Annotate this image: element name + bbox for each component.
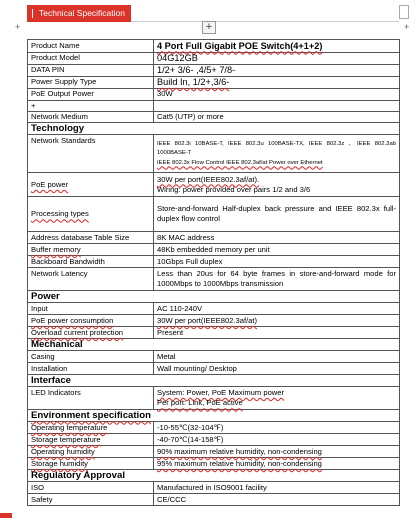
table-row <box>28 446 400 458</box>
table-row <box>28 375 400 387</box>
backboard-bandwidth-value: 10Gbps Full duplex <box>154 256 400 268</box>
poe-output-power-value: 30W <box>154 89 400 101</box>
row-label: Product Model <box>28 53 154 65</box>
table-row <box>28 291 400 303</box>
row-label: Input <box>28 303 154 315</box>
row-label: Storage humidity <box>28 458 154 470</box>
table-row <box>28 315 400 327</box>
section-header-power: Power <box>28 291 400 303</box>
table-row <box>28 351 400 363</box>
network-medium-value: Cat5 (UTP) or more <box>154 112 400 123</box>
table-row <box>28 89 400 101</box>
bottom-marker-icon <box>0 513 12 518</box>
table-row <box>28 470 400 482</box>
table-row <box>28 112 400 123</box>
product-model-value: 04G12GB <box>154 53 400 65</box>
table-row <box>28 77 400 89</box>
section-header-technology: Technology <box>28 123 400 135</box>
operating-humidity-value: 90% maximum relative humidity, non-condensing <box>154 446 400 458</box>
table-row <box>28 232 400 244</box>
row-label: Storage temperature <box>28 434 154 446</box>
led-indicators-line: Per port: Link, PoE active <box>157 398 243 408</box>
table-row <box>28 303 400 315</box>
table-row <box>28 244 400 256</box>
storage-temperature-value: -40-70℃(14-158℉) <box>154 434 400 446</box>
iso-value: Manufactured in ISO9001 facility <box>154 482 400 494</box>
table-row <box>28 494 400 506</box>
product-name-value: 4 Port Full Gigabit POE Switch(4+1+2) <box>154 40 400 53</box>
row-label: LED Indicators <box>28 387 154 410</box>
network-standards-line: IEEE 802.3i 10BASE-T, IEEE 802.3u 100BASE-TX, IEEE 802.3z 、IEEE 802.3ab 1000BASE-T <box>157 141 396 157</box>
row-label: Safety <box>28 494 154 506</box>
address-table-value: 8K MAC address <box>154 232 400 244</box>
table-row <box>28 363 400 375</box>
table-row <box>28 422 400 434</box>
table-row <box>28 135 400 173</box>
table-row <box>28 65 400 77</box>
section-header-interface: Interface <box>28 375 400 387</box>
table-row <box>28 256 400 268</box>
buffer-memory-value: 48Kb embedded memory per unit <box>154 244 400 256</box>
poe-power-value <box>154 173 400 197</box>
empty-value <box>154 101 400 112</box>
network-standards-value <box>154 135 400 173</box>
row-label: Product Name <box>28 40 154 53</box>
table-row <box>28 387 400 410</box>
row-label: + <box>28 101 154 112</box>
table-row <box>28 339 400 351</box>
table-move-handle-icon[interactable]: + <box>15 22 21 32</box>
row-label: Network Standards <box>28 135 154 173</box>
row-label: Processing types <box>28 197 154 232</box>
row-label: Address database Table Size <box>28 232 154 244</box>
data-pin-value: 1/2+ 3/6- ,4/5+ 7/8- <box>154 65 400 77</box>
row-label: Operating humidity <box>28 446 154 458</box>
section-header-mechanical: Mechanical <box>28 339 400 351</box>
section-header-regulatory: Regulatory Approval <box>28 470 400 482</box>
table-row <box>28 101 400 112</box>
row-label: Operating temperature <box>28 422 154 434</box>
table-row <box>28 482 400 494</box>
table-row <box>28 327 400 339</box>
row-label: PoE Output Power <box>28 89 154 101</box>
row-label: PoE power <box>28 173 154 197</box>
spec-table <box>27 39 400 506</box>
poe-consumption-value: 30W per port(IEEE802.3af/at) <box>154 315 400 327</box>
input-value: AC 110-240V <box>154 303 400 315</box>
row-label: Network Latency <box>28 268 154 291</box>
tab-technical-specification[interactable] <box>27 5 131 22</box>
table-row <box>28 197 400 232</box>
row-label: ISO <box>28 482 154 494</box>
row-label: Buffer memory <box>28 244 154 256</box>
led-indicators-line: System: Power, PoE Maximum power <box>157 388 285 398</box>
section-header-environment: Environment specification <box>28 410 400 422</box>
safety-value: CE/CCC <box>154 494 400 506</box>
installation-value: Wall mounting/ Desktop <box>154 363 400 375</box>
tab-label: Technical Specification <box>39 8 125 18</box>
tab-bar <box>27 5 399 22</box>
row-label: Power Supply Type <box>28 77 154 89</box>
poe-power-line: 30W per port(IEEE802.3af/at). <box>157 174 260 184</box>
row-label: PoE power consumption <box>28 315 154 327</box>
network-standards-line: IEEE 802.3x Flow Control IEEE 802.3af/at Power over Ethernet <box>157 159 323 166</box>
table-row <box>28 268 400 291</box>
table-row <box>28 173 400 197</box>
table-row <box>28 410 400 422</box>
table-row <box>28 123 400 135</box>
casing-value: Metal <box>154 351 400 363</box>
processing-types-value: Store-and-forward Half-duplex back pressure and IEEE 802.3x full-duplex flow control <box>154 197 400 232</box>
row-label: Casing <box>28 351 154 363</box>
row-label: Backboard Bandwidth <box>28 256 154 268</box>
add-row-button[interactable]: + <box>202 21 216 34</box>
scroll-box[interactable] <box>399 5 409 19</box>
table-row <box>28 434 400 446</box>
storage-humidity-value: 95% maximum relative humidity, non-condensing <box>154 458 400 470</box>
led-indicators-value <box>154 387 400 410</box>
power-supply-type-value: Build In, 1/2+,3/6- <box>154 77 400 89</box>
overload-protection-value: Present <box>154 327 400 339</box>
row-label: Network Medium <box>28 112 154 123</box>
network-latency-value: Less than 20us for 64 byte frames in store-and-forward mode for 1000Mbps to 1000Mbps transmission <box>154 268 400 291</box>
table-row <box>28 53 400 65</box>
operating-temperature-value: -10-55℃(32-104℉) <box>154 422 400 434</box>
table-row <box>28 458 400 470</box>
row-label: Overload current protection <box>28 327 154 339</box>
table-row <box>28 40 400 53</box>
poe-power-line: Wiring: power provided over pairs 1/2 and 3/6 <box>157 184 311 194</box>
right-add-icon[interactable]: + <box>404 22 410 32</box>
row-label: Installation <box>28 363 154 375</box>
tab-marker-icon <box>32 9 33 18</box>
row-label: DATA PIN <box>28 65 154 77</box>
